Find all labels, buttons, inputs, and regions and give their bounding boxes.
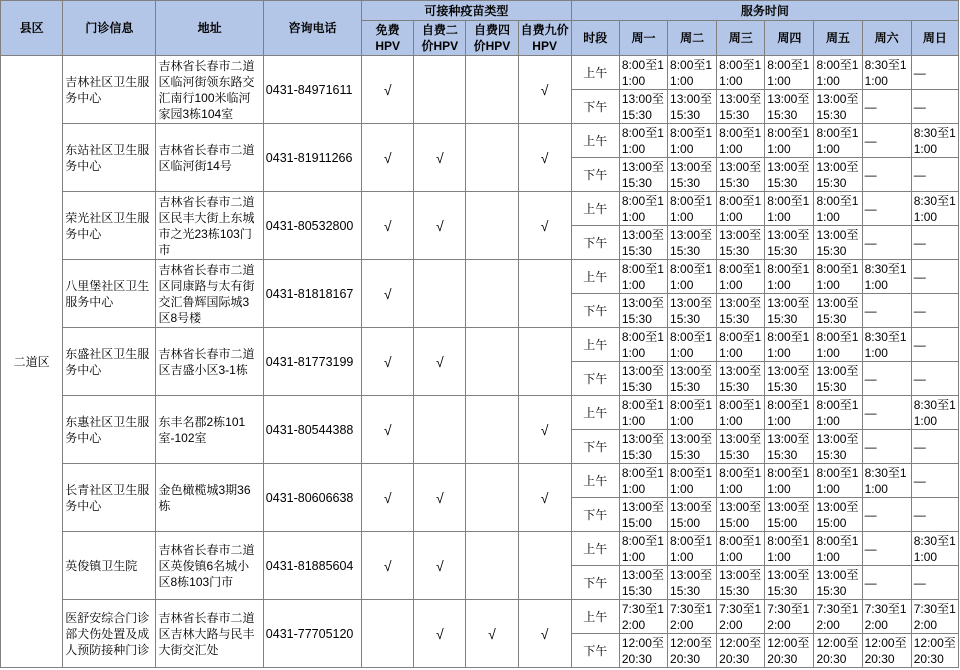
- check-mark-icon: √: [435, 557, 444, 574]
- time-sat-pm: —: [862, 294, 911, 328]
- time-thu-am: 8:00至11:00: [765, 192, 814, 226]
- vaccine-quadrivalent-cell: [466, 192, 518, 260]
- time-sun-pm: —: [911, 566, 958, 600]
- table-row: [1, 396, 959, 430]
- clinic-name: 长青社区卫生服务中心: [63, 464, 156, 532]
- vaccine-free-cell: [362, 192, 414, 260]
- time-wed-am: 8:00至11:00: [717, 260, 765, 294]
- time-sat-am: —: [862, 532, 911, 566]
- vaccine-free-cell: [362, 396, 414, 464]
- time-sun-pm: —: [911, 430, 958, 464]
- time-sun-am: —: [911, 464, 958, 498]
- period-label: 上午: [571, 396, 619, 430]
- time-thu-pm: 13:00至15:30: [765, 430, 814, 464]
- clinic-address: 吉林省长春市二道区吉盛小区3-1栋: [156, 328, 263, 396]
- period-label: 上午: [571, 56, 619, 90]
- period-label: 上午: [571, 532, 619, 566]
- check-mark-icon: √: [540, 421, 549, 438]
- time-fri-pm: 13:00至15:30: [814, 90, 862, 124]
- time-fri-pm: 13:00至15:30: [814, 430, 862, 464]
- time-fri-am: 8:00至11:00: [814, 56, 862, 90]
- time-wed-am: 8:00至11:00: [717, 396, 765, 430]
- time-tue-pm: 13:00至15:30: [668, 362, 717, 396]
- time-fri-pm: 13:00至15:30: [814, 566, 862, 600]
- clinic-name: 吉林社区卫生服务中心: [63, 56, 156, 124]
- period-label: 上午: [571, 192, 619, 226]
- clinic-phone: 0431-80606638: [263, 464, 361, 532]
- time-mon-am: 7:30至12:00: [619, 600, 667, 634]
- time-tue-am: 8:00至11:00: [668, 260, 717, 294]
- time-fri-pm: 13:00至15:30: [814, 362, 862, 396]
- clinic-address: 吉林省长春市二道区临河街领东路交汇南行100米临河家园3栋104室: [156, 56, 263, 124]
- time-thu-am: 8:00至11:00: [765, 532, 814, 566]
- vaccine-nonavalent-cell: [518, 192, 571, 260]
- vaccine-quadrivalent-cell: [466, 396, 518, 464]
- vaccine-nonavalent-cell: [518, 328, 571, 396]
- time-mon-am: 8:00至11:00: [619, 192, 667, 226]
- time-wed-am: 8:00至11:00: [717, 532, 765, 566]
- check-mark-icon: √: [435, 489, 444, 506]
- period-label: 下午: [571, 90, 619, 124]
- period-label: 下午: [571, 226, 619, 260]
- vaccine-nonavalent-cell: [518, 260, 571, 328]
- time-sat-pm: —: [862, 362, 911, 396]
- time-sat-am: —: [862, 192, 911, 226]
- table-row: [1, 260, 959, 294]
- table-row: [1, 192, 959, 226]
- time-sat-pm: —: [862, 226, 911, 260]
- check-mark-icon: √: [383, 353, 392, 370]
- time-mon-am: 8:00至11:00: [619, 56, 667, 90]
- time-mon-am: 8:00至11:00: [619, 396, 667, 430]
- time-tue-am: 8:00至11:00: [668, 124, 717, 158]
- check-mark-icon: √: [383, 149, 392, 166]
- time-tue-pm: 13:00至15:30: [668, 226, 717, 260]
- vaccine-nonavalent-cell: [518, 600, 571, 668]
- period-label: 上午: [571, 124, 619, 158]
- vaccine-bivalent-cell: [414, 124, 466, 192]
- check-mark-icon: √: [540, 489, 549, 506]
- period-label: 上午: [571, 464, 619, 498]
- time-tue-pm: 13:00至15:30: [668, 158, 717, 192]
- time-mon-am: 8:00至11:00: [619, 464, 667, 498]
- time-wed-pm: 13:00至15:30: [717, 226, 765, 260]
- check-mark-icon: √: [540, 625, 549, 642]
- time-thu-am: 8:00至11:00: [765, 464, 814, 498]
- table-row: [1, 464, 959, 498]
- vaccine-nonavalent-cell: [518, 56, 571, 124]
- time-sun-am: —: [911, 56, 958, 90]
- vaccine-bivalent-cell: [414, 532, 466, 600]
- period-label: 下午: [571, 362, 619, 396]
- time-sun-pm: 12:00至20:30: [911, 634, 958, 668]
- clinic-name: 八里堡社区卫生服务中心: [63, 260, 156, 328]
- header-service-group: 服务时间: [571, 1, 958, 21]
- time-sat-pm: —: [862, 90, 911, 124]
- vaccine-quadrivalent-cell: [466, 600, 518, 668]
- time-thu-am: 8:00至11:00: [765, 396, 814, 430]
- header-vaccine-group: 可接种疫苗类型: [362, 1, 572, 21]
- time-thu-am: 8:00至11:00: [765, 328, 814, 362]
- header-day-tue: 周二: [668, 21, 717, 56]
- time-sat-pm: 12:00至20:30: [862, 634, 911, 668]
- time-wed-pm: 13:00至15:30: [717, 430, 765, 464]
- header-county: 县区: [1, 1, 63, 56]
- header-day-fri: 周五: [814, 21, 862, 56]
- time-mon-pm: 13:00至15:30: [619, 158, 667, 192]
- header-address: 地址: [156, 1, 263, 56]
- period-label: 下午: [571, 498, 619, 532]
- time-tue-am: 8:00至11:00: [668, 396, 717, 430]
- clinic-address: 金色橄榄城3期36栋: [156, 464, 263, 532]
- check-mark-icon: √: [435, 217, 444, 234]
- check-mark-icon: √: [540, 149, 549, 166]
- time-thu-pm: 13:00至15:00: [765, 498, 814, 532]
- time-sat-am: 7:30至12:00: [862, 600, 911, 634]
- time-sun-pm: —: [911, 226, 958, 260]
- time-wed-am: 8:00至11:00: [717, 56, 765, 90]
- time-thu-pm: 12:00至20:30: [765, 634, 814, 668]
- vaccine-bivalent-cell: [414, 260, 466, 328]
- clinic-name: 荣光社区卫生服务中心: [63, 192, 156, 260]
- clinic-name: 东站社区卫生服务中心: [63, 124, 156, 192]
- time-fri-pm: 13:00至15:30: [814, 294, 862, 328]
- clinic-phone: 0431-80532800: [263, 192, 361, 260]
- period-label: 上午: [571, 260, 619, 294]
- time-mon-am: 8:00至11:00: [619, 532, 667, 566]
- time-tue-am: 8:00至11:00: [668, 464, 717, 498]
- vaccine-quadrivalent-cell: [466, 260, 518, 328]
- header-day-wed: 周三: [717, 21, 765, 56]
- clinic-phone: 0431-81911266: [263, 124, 361, 192]
- time-thu-pm: 13:00至15:30: [765, 362, 814, 396]
- header-period: 时段: [571, 21, 619, 56]
- table-row: [1, 124, 959, 158]
- time-sun-pm: —: [911, 362, 958, 396]
- time-wed-pm: 12:00至20:30: [717, 634, 765, 668]
- time-sat-am: 8:30至11:00: [862, 464, 911, 498]
- time-sat-am: —: [862, 124, 911, 158]
- vaccine-quadrivalent-cell: [466, 124, 518, 192]
- time-thu-am: 7:30至12:00: [765, 600, 814, 634]
- time-tue-pm: 13:00至15:30: [668, 294, 717, 328]
- time-fri-pm: 13:00至15:30: [814, 226, 862, 260]
- vaccine-nonavalent-cell: [518, 532, 571, 600]
- time-sun-am: 8:30至11:00: [911, 532, 958, 566]
- time-tue-am: 8:00至11:00: [668, 56, 717, 90]
- check-mark-icon: √: [540, 81, 549, 98]
- time-tue-am: 7:30至12:00: [668, 600, 717, 634]
- check-mark-icon: √: [435, 149, 444, 166]
- time-fri-am: 8:00至11:00: [814, 192, 862, 226]
- time-tue-am: 8:00至11:00: [668, 192, 717, 226]
- time-thu-pm: 13:00至15:30: [765, 158, 814, 192]
- time-thu-am: 8:00至11:00: [765, 124, 814, 158]
- time-fri-am: 8:00至11:00: [814, 260, 862, 294]
- time-sun-am: 8:30至11:00: [911, 192, 958, 226]
- clinic-name: 英俊镇卫生院: [63, 532, 156, 600]
- time-mon-pm: 13:00至15:30: [619, 430, 667, 464]
- time-fri-am: 8:00至11:00: [814, 532, 862, 566]
- period-label: 下午: [571, 158, 619, 192]
- time-fri-pm: 13:00至15:00: [814, 498, 862, 532]
- vaccine-quadrivalent-cell: [466, 532, 518, 600]
- time-mon-am: 8:00至11:00: [619, 124, 667, 158]
- period-label: 上午: [571, 328, 619, 362]
- time-fri-am: 8:00至11:00: [814, 328, 862, 362]
- clinic-phone: 0431-81818167: [263, 260, 361, 328]
- vaccine-nonavalent-cell: [518, 464, 571, 532]
- time-wed-pm: 13:00至15:00: [717, 498, 765, 532]
- time-tue-pm: 13:00至15:30: [668, 430, 717, 464]
- time-sat-am: 8:30至11:00: [862, 328, 911, 362]
- check-mark-icon: √: [383, 421, 392, 438]
- vaccine-bivalent-cell: [414, 328, 466, 396]
- clinic-phone: 0431-77705120: [263, 600, 361, 668]
- time-fri-pm: 12:00至20:30: [814, 634, 862, 668]
- period-label: 下午: [571, 294, 619, 328]
- time-tue-pm: 13:00至15:00: [668, 498, 717, 532]
- time-mon-pm: 12:00至20:30: [619, 634, 667, 668]
- vaccine-nonavalent-cell: [518, 124, 571, 192]
- time-sun-am: 8:30至11:00: [911, 396, 958, 430]
- clinic-address: 吉林省长春市二道区英俊镇6名城小区8栋103门市: [156, 532, 263, 600]
- check-mark-icon: √: [383, 217, 392, 234]
- clinic-phone: 0431-80544388: [263, 396, 361, 464]
- check-mark-icon: √: [383, 285, 392, 302]
- time-mon-am: 8:00至11:00: [619, 260, 667, 294]
- vaccine-free-cell: [362, 124, 414, 192]
- time-mon-pm: 13:00至15:30: [619, 294, 667, 328]
- table-row: [1, 532, 959, 566]
- time-sun-am: —: [911, 260, 958, 294]
- time-wed-pm: 13:00至15:30: [717, 362, 765, 396]
- time-sun-pm: —: [911, 498, 958, 532]
- vaccine-bivalent-cell: [414, 396, 466, 464]
- clinic-address: 吉林省长春市二道区临河街14号: [156, 124, 263, 192]
- time-fri-am: 7:30至12:00: [814, 600, 862, 634]
- time-mon-pm: 13:00至15:30: [619, 362, 667, 396]
- time-wed-am: 8:00至11:00: [717, 192, 765, 226]
- time-sat-pm: —: [862, 566, 911, 600]
- time-wed-am: 8:00至11:00: [717, 464, 765, 498]
- header-vaccine-bivalent: 自费二价HPV: [414, 21, 466, 56]
- check-mark-icon: √: [435, 353, 444, 370]
- vaccine-free-cell: [362, 56, 414, 124]
- time-wed-pm: 13:00至15:30: [717, 158, 765, 192]
- time-sun-pm: —: [911, 294, 958, 328]
- header-clinic: 门诊信息: [63, 1, 156, 56]
- table-row: [1, 328, 959, 362]
- vaccine-free-cell: [362, 532, 414, 600]
- header-day-thu: 周四: [765, 21, 814, 56]
- time-wed-am: 8:00至11:00: [717, 328, 765, 362]
- header-day-mon: 周一: [619, 21, 667, 56]
- clinic-name: 医舒安综合门诊部犬伤处置及成人预防接种门诊: [63, 600, 156, 668]
- clinic-phone: 0431-84971611: [263, 56, 361, 124]
- period-label: 下午: [571, 634, 619, 668]
- vaccine-free-cell: [362, 260, 414, 328]
- clinic-address: 吉林省长春市二道区吉林大路与民丰大街交汇处: [156, 600, 263, 668]
- check-mark-icon: √: [383, 489, 392, 506]
- period-label: 下午: [571, 566, 619, 600]
- vaccine-bivalent-cell: [414, 192, 466, 260]
- vaccine-quadrivalent-cell: [466, 464, 518, 532]
- time-mon-pm: 13:00至15:30: [619, 90, 667, 124]
- time-fri-am: 8:00至11:00: [814, 396, 862, 430]
- time-thu-pm: 13:00至15:30: [765, 90, 814, 124]
- time-wed-pm: 13:00至15:30: [717, 90, 765, 124]
- table-body: [1, 56, 959, 668]
- time-wed-am: 7:30至12:00: [717, 600, 765, 634]
- check-mark-icon: √: [383, 81, 392, 98]
- time-mon-pm: 13:00至15:00: [619, 498, 667, 532]
- header-vaccine-nonavalent: 自费九价HPV: [518, 21, 571, 56]
- clinic-address: 吉林省长春市二道区同康路与太有街交汇鲁辉国际城3区8号楼: [156, 260, 263, 328]
- clinic-phone: 0431-81773199: [263, 328, 361, 396]
- table-row: [1, 600, 959, 634]
- vaccine-quadrivalent-cell: [466, 56, 518, 124]
- vaccine-bivalent-cell: [414, 56, 466, 124]
- check-mark-icon: √: [435, 625, 444, 642]
- time-sun-pm: —: [911, 158, 958, 192]
- time-thu-pm: 13:00至15:30: [765, 566, 814, 600]
- check-mark-icon: √: [383, 557, 392, 574]
- time-sat-pm: —: [862, 430, 911, 464]
- header-vaccine-quadrivalent: 自费四价HPV: [466, 21, 518, 56]
- time-thu-am: 8:00至11:00: [765, 56, 814, 90]
- time-sun-am: —: [911, 328, 958, 362]
- clinic-phone: 0431-81885604: [263, 532, 361, 600]
- time-fri-pm: 13:00至15:30: [814, 158, 862, 192]
- time-sun-pm: —: [911, 90, 958, 124]
- time-sat-am: —: [862, 396, 911, 430]
- vaccine-bivalent-cell: [414, 464, 466, 532]
- vaccine-free-cell: [362, 600, 414, 668]
- vaccine-free-cell: [362, 328, 414, 396]
- time-thu-am: 8:00至11:00: [765, 260, 814, 294]
- time-sat-pm: —: [862, 498, 911, 532]
- time-sat-am: 8:30至11:00: [862, 56, 911, 90]
- header-day-sun: 周日: [911, 21, 958, 56]
- time-tue-am: 8:00至11:00: [668, 532, 717, 566]
- header-phone: 咨询电话: [263, 1, 361, 56]
- time-wed-am: 8:00至11:00: [717, 124, 765, 158]
- period-label: 上午: [571, 600, 619, 634]
- header-day-sat: 周六: [862, 21, 911, 56]
- time-sat-am: 8:30至11:00: [862, 260, 911, 294]
- time-thu-pm: 13:00至15:30: [765, 294, 814, 328]
- time-sun-am: 8:30至11:00: [911, 124, 958, 158]
- vaccine-free-cell: [362, 464, 414, 532]
- table-row: [1, 56, 959, 90]
- check-mark-icon: √: [488, 625, 496, 642]
- vaccine-bivalent-cell: [414, 600, 466, 668]
- time-sun-am: 7:30至12:00: [911, 600, 958, 634]
- time-tue-pm: 12:00至20:30: [668, 634, 717, 668]
- time-mon-pm: 13:00至15:30: [619, 566, 667, 600]
- time-fri-am: 8:00至11:00: [814, 124, 862, 158]
- vaccine-quadrivalent-cell: [466, 328, 518, 396]
- time-thu-pm: 13:00至15:30: [765, 226, 814, 260]
- time-sat-pm: —: [862, 158, 911, 192]
- clinic-name: 东盛社区卫生服务中心: [63, 328, 156, 396]
- vaccine-nonavalent-cell: [518, 396, 571, 464]
- time-tue-pm: 13:00至15:30: [668, 90, 717, 124]
- time-wed-pm: 13:00至15:30: [717, 294, 765, 328]
- county-cell: 二道区: [1, 56, 63, 668]
- header-vaccine-free: 免费HPV: [362, 21, 414, 56]
- check-mark-icon: √: [540, 217, 549, 234]
- time-mon-am: 8:00至11:00: [619, 328, 667, 362]
- clinic-name: 东惠社区卫生服务中心: [63, 396, 156, 464]
- time-wed-pm: 13:00至15:30: [717, 566, 765, 600]
- time-mon-pm: 13:00至15:30: [619, 226, 667, 260]
- clinic-address: 吉林省长春市二道区民丰大街上东城市之光23栋103门市: [156, 192, 263, 260]
- period-label: 下午: [571, 430, 619, 464]
- time-tue-pm: 13:00至15:30: [668, 566, 717, 600]
- time-tue-am: 8:00至11:00: [668, 328, 717, 362]
- clinic-address: 东丰名郡2栋101室-102室: [156, 396, 263, 464]
- time-fri-am: 8:00至11:00: [814, 464, 862, 498]
